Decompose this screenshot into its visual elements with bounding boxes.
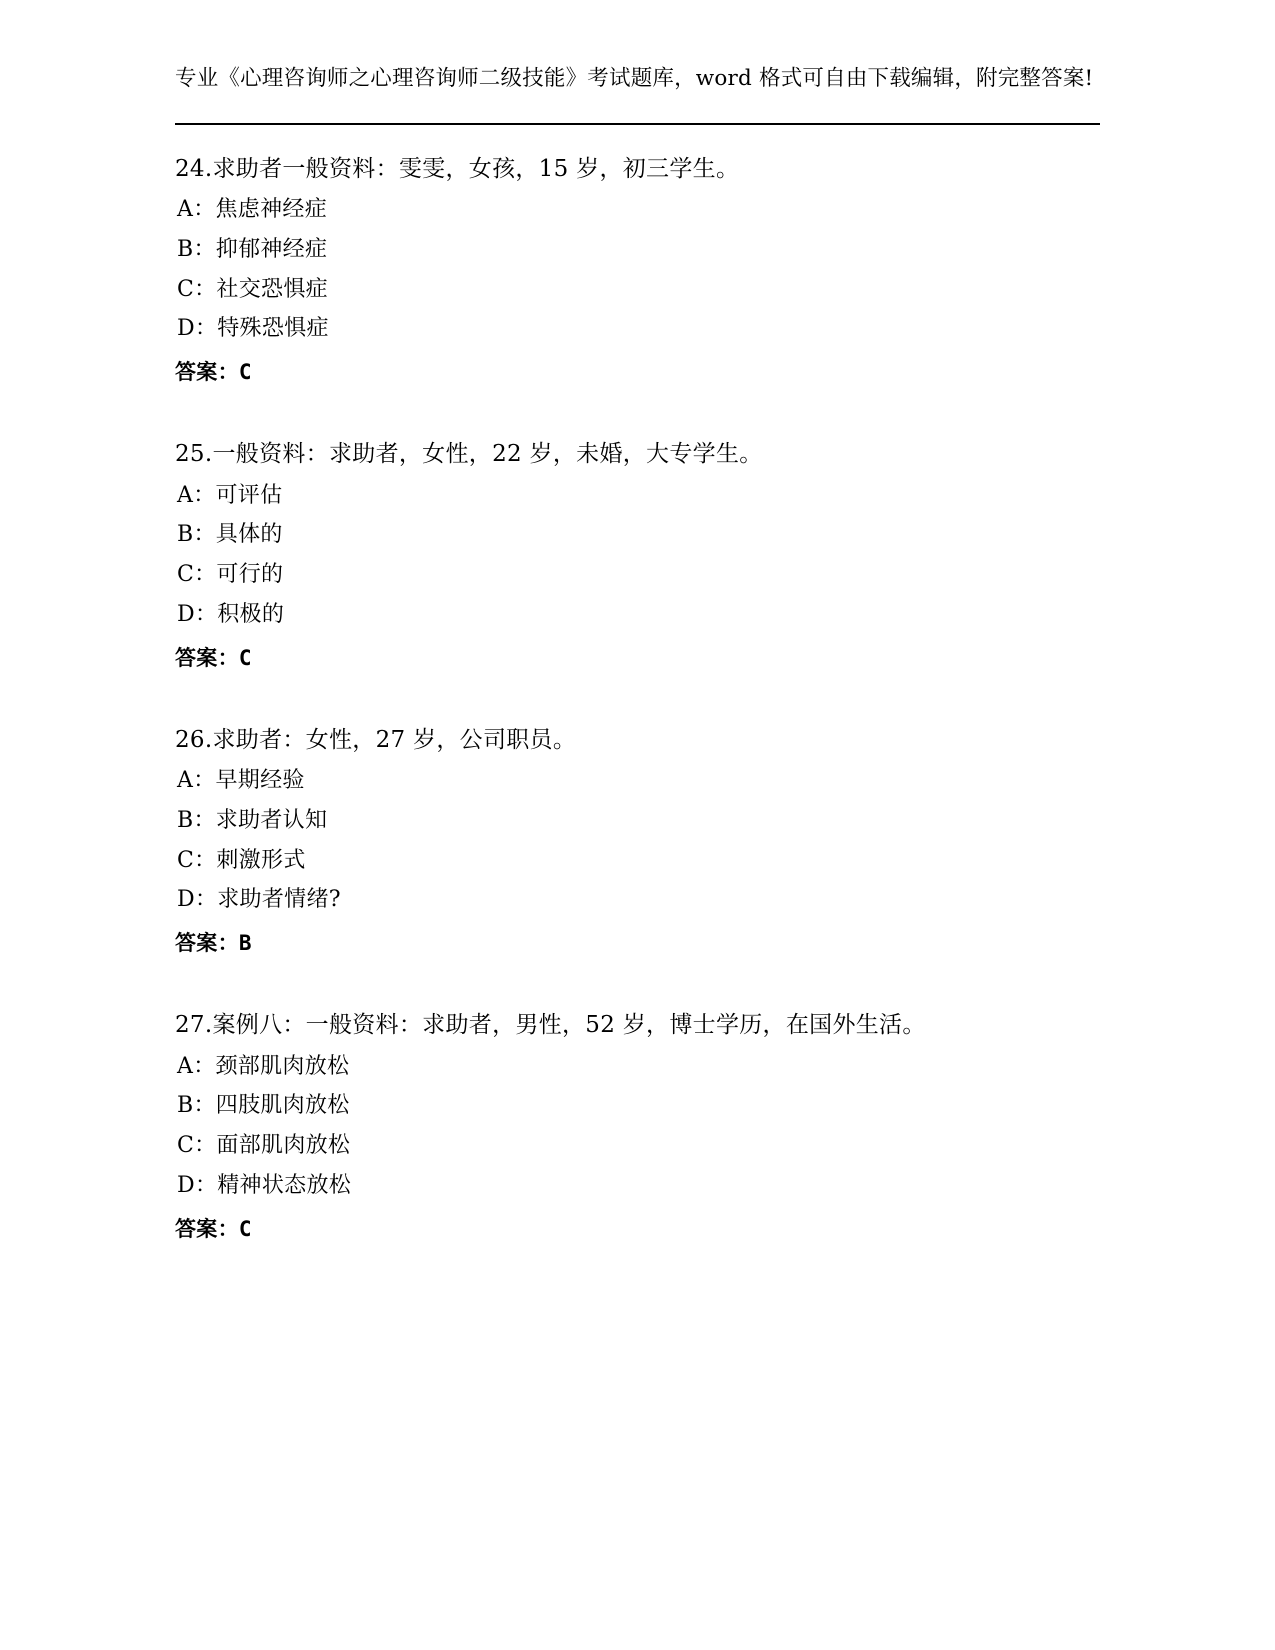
answer-value: C <box>238 1216 252 1241</box>
question-stem: 25.一般资料：求助者，女性，22 岁，未婚，大专学生。 <box>175 441 763 468</box>
answer-value: B <box>238 931 252 956</box>
question-block <box>175 722 1100 962</box>
option-d: D：特殊恐惧症 <box>177 316 329 342</box>
answer-row <box>175 355 1100 390</box>
answer-value: C <box>238 645 252 670</box>
option-a: A：早期经验 <box>177 768 305 794</box>
document-header: 专业《心理咨询师之心理咨询师二级技能》考试题库，word 格式可自由下载编辑，附完整答案! <box>175 66 1094 91</box>
question-stem: 26.求助者：女性，27 岁，公司职员。 <box>175 726 577 753</box>
answer-value: C <box>238 360 252 385</box>
option-c: C：刺激形式 <box>177 847 306 873</box>
option-b: B：抑郁神经症 <box>177 236 328 262</box>
option-a: A：颈部肌肉放松 <box>177 1053 350 1079</box>
option-d: D：求助者情绪? <box>177 887 341 913</box>
answer-label: 答案： <box>175 645 239 670</box>
question-block <box>175 1007 1100 1247</box>
question-stem: 24.求助者一般资料：雯雯，女孩，15 岁，初三学生。 <box>175 155 740 182</box>
option-b: B：四肢肌肉放松 <box>177 1093 350 1119</box>
answer-row <box>175 1212 1100 1247</box>
option-b: B：求助者认知 <box>177 807 328 833</box>
option-b: B：具体的 <box>177 522 283 548</box>
option-a: A：焦虑神经症 <box>177 197 327 223</box>
option-c: C：可行的 <box>177 562 284 588</box>
option-d: D：积极的 <box>177 601 285 627</box>
option-d: D：精神状态放松 <box>177 1172 352 1198</box>
option-a: A：可评估 <box>177 482 283 508</box>
answer-label: 答案： <box>175 1216 239 1241</box>
question-block <box>175 436 1100 676</box>
questions-list <box>175 151 1100 1247</box>
answer-row <box>175 926 1100 961</box>
question-block <box>175 151 1100 391</box>
option-c: C：社交恐惧症 <box>177 276 328 302</box>
answer-label: 答案： <box>175 360 239 385</box>
option-c: C：面部肌肉放松 <box>177 1133 351 1159</box>
answer-label: 答案： <box>175 931 239 956</box>
question-stem: 27.案例八：一般资料：求助者，男性，52 岁，博士学历，在国外生活。 <box>175 1012 926 1039</box>
header-divider <box>175 123 1100 125</box>
answer-row <box>175 641 1100 676</box>
